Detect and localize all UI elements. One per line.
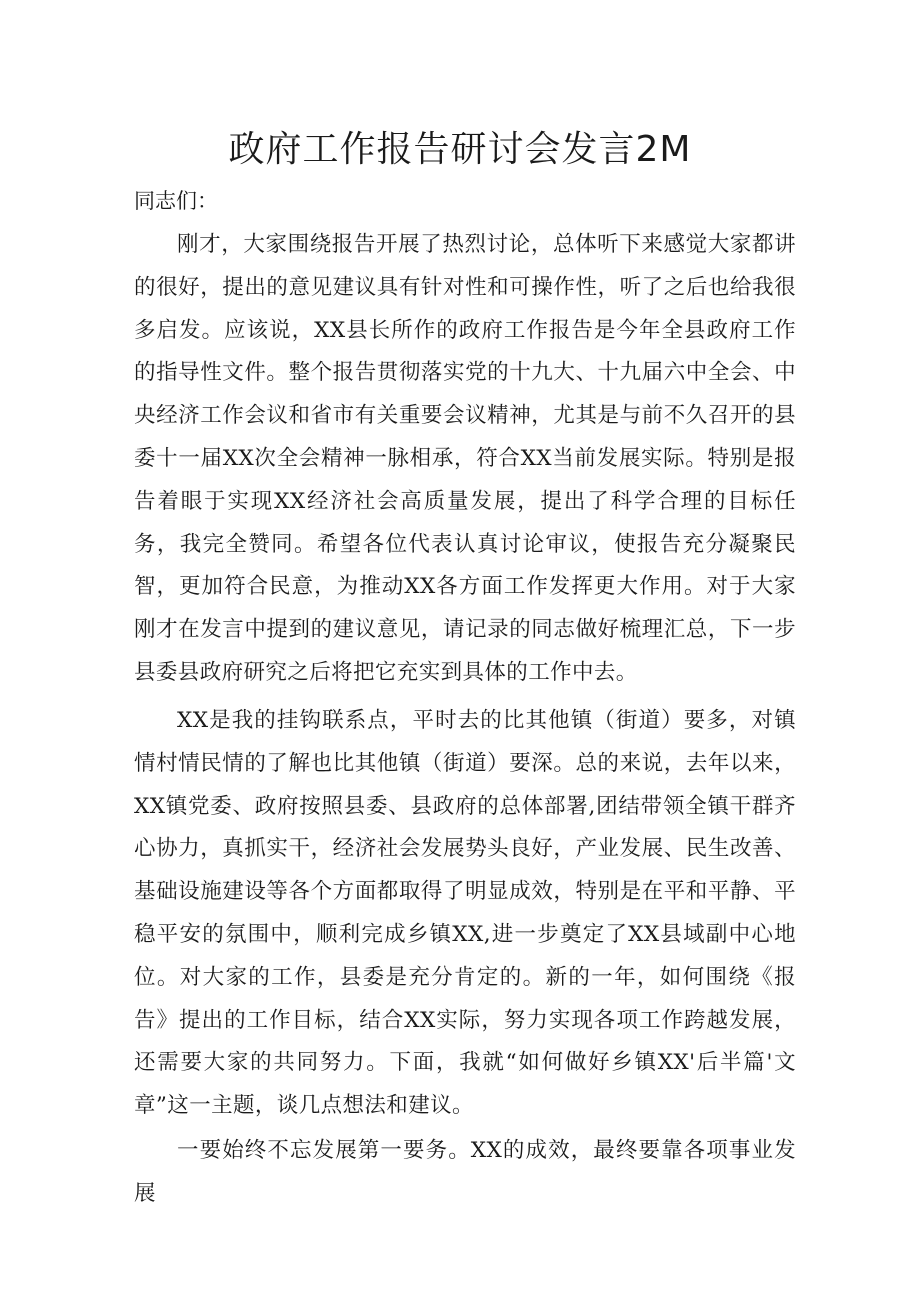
paragraph-3: 一要始终不忘发展第一要务。XX的成效，最终要靠各项事业发展 [134, 1138, 796, 1206]
salutation: 同志们： [134, 189, 218, 213]
document-title: 政府工作报告研讨会发言2M [228, 129, 692, 170]
paragraph-2: XX是我的挂钩联系点，平时去的比其他镇（街道）要多，对镇情村情民情的了解也比其他镇（街道）要深。总的来说，去年以来，XX镇党委、政府按照县委、县政府的总体部署,团结带领全镇干群齐心协力，真抓实干，经济社会发展势头良好，产业发展、民生改善、基础设施建设等各个方面都取得了明显成效，特别是在平和平静、平稳平安的氛围中，顺利完成乡镇XX,进一步奠定了XX县域副中心地位。对大家的工作，县委是充分肯定的。新的一年，如何围绕《报告》提出的工作目标，结合XX实际，努力实现各项工作跨越发展，还需要大家的共同努力。下面，我就“如何做好乡镇XX'后半篇'文章”这一主题，谈几点想法和建议。 [134, 708, 796, 1119]
paragraph-1: 刚才，大家围绕报告开展了热烈讨论，总体听下来感觉大家都讲的很好，提出的意见建议具有针对性和可操作性，听了之后也给我很多启发。应该说，XX县长所作的政府工作报告是今年全县政府工作的指导性文件。整个报告贯彻落实党的十九大、十九届六中全会、中央经济工作会议和省市有关重要会议精神，尤其是与前不久召开的县委十一届XX次全会精神一脉相承，符合XX当前发展实际。特别是报告着眼于实现XX经济社会高质量发展，提出了科学合理的目标任务，我完全赞同。希望各位代表认真讨论审议，使报告充分凝聚民智，更加符合民意，为推动XX各方面工作发挥更大作用。对于大家刚才在发言中提到的建议意见，请记录的同志做好梳理汇总，下一步县委县政府研究之后将把它充实到具体的工作中去。 [134, 232, 796, 685]
